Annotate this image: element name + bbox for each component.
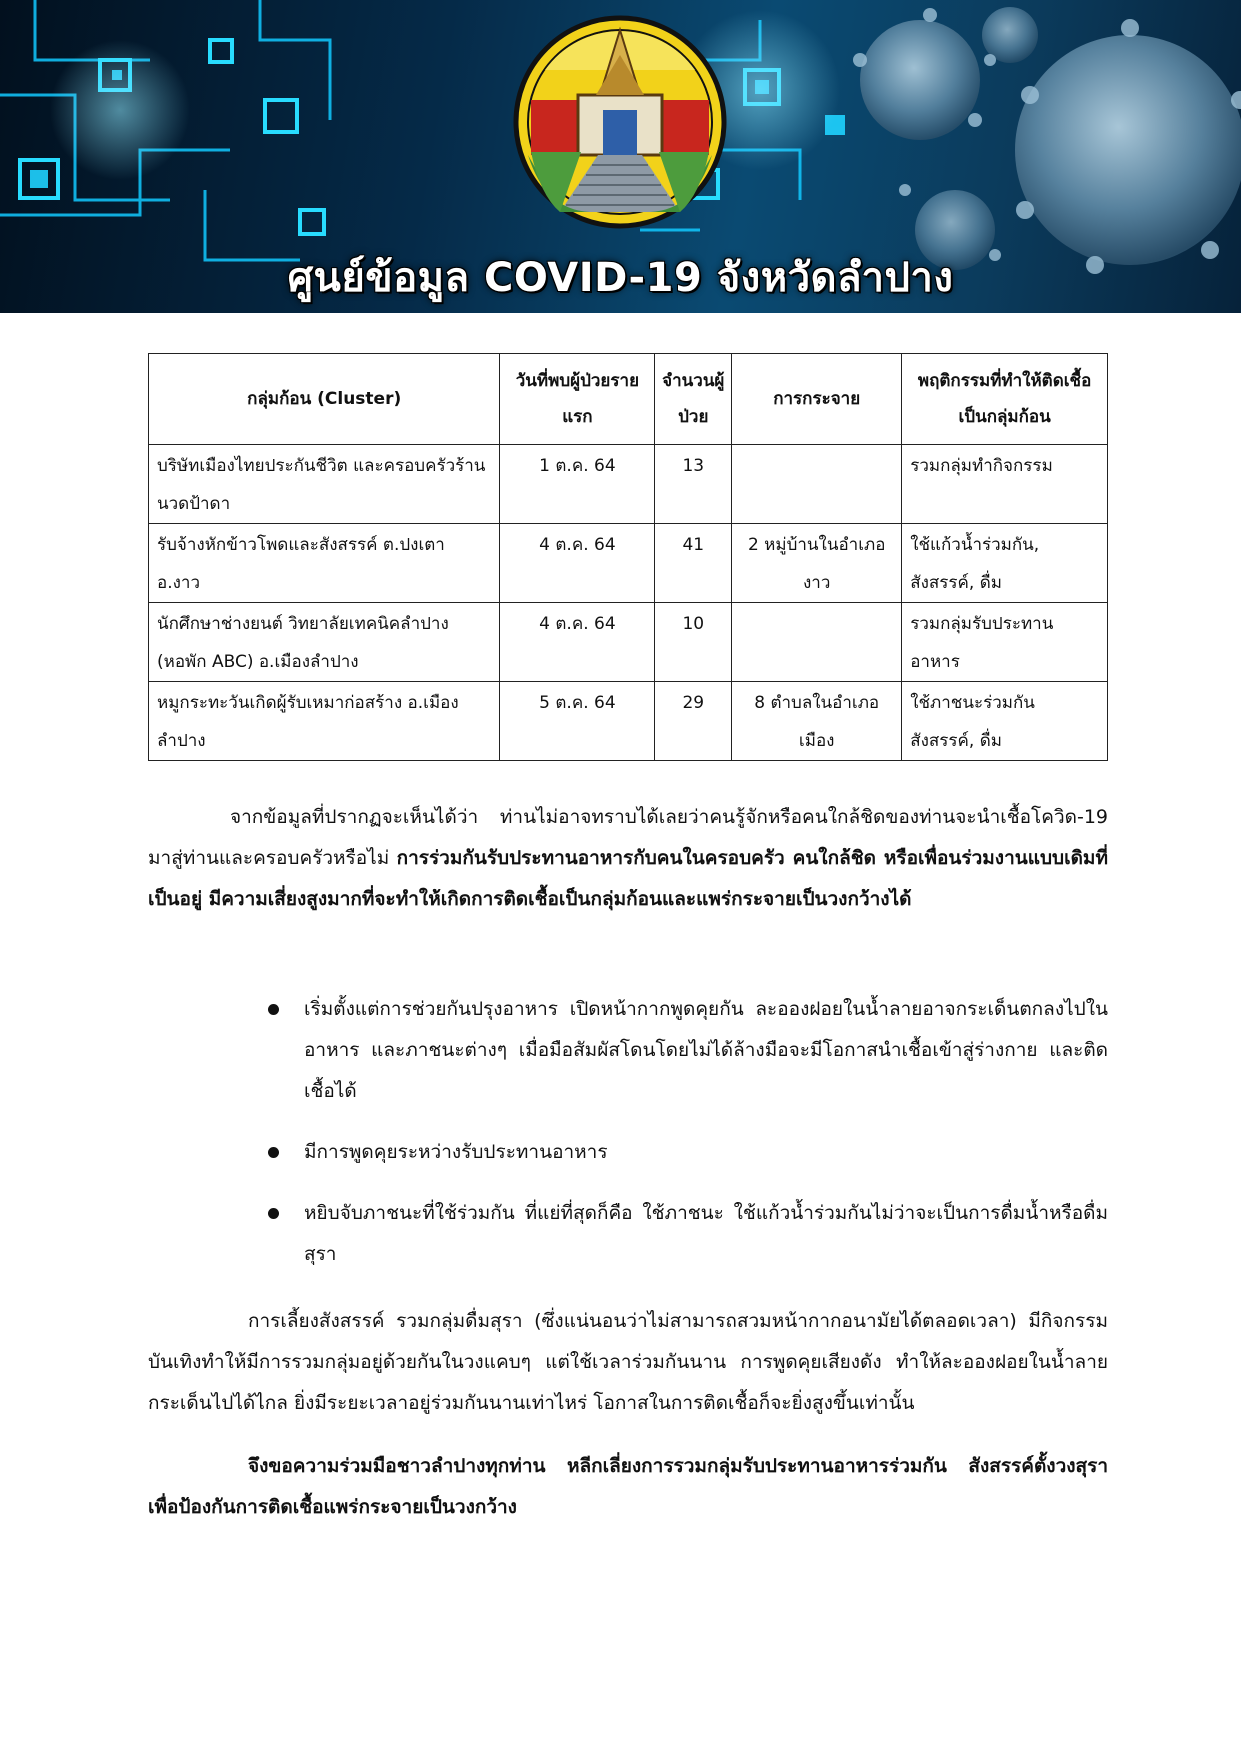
- cell-spread: [732, 445, 902, 524]
- cell-cluster: บริษัทเมืองไทยประกันชีวิต และครอบครัวร้านนวดป้าดา: [149, 445, 500, 524]
- cell-date: 4 ต.ค. 64: [500, 524, 655, 603]
- cell-behavior: ใช้ภาชนะร่วมกัน สังสรรค์, ดื่ม: [902, 682, 1108, 761]
- risk-list: [268, 989, 1108, 1295]
- cell-behavior: ใช้แก้วน้ำร่วมกัน, สังสรรค์, ดื่ม: [902, 524, 1108, 603]
- header-banner: [0, 0, 1241, 313]
- cell-count: 29: [655, 682, 732, 761]
- cell-cluster: รับจ้างหักข้าวโพดและสังสรรค์ ต.ปงเตา อ.งาว: [149, 524, 500, 603]
- cell-date: 5 ต.ค. 64: [500, 682, 655, 761]
- cell-date: 4 ต.ค. 64: [500, 603, 655, 682]
- cell-count: 10: [655, 603, 732, 682]
- bullet-icon: [268, 1004, 279, 1015]
- header-spread: การกระจาย: [732, 354, 902, 445]
- bullet-icon: [268, 1208, 279, 1219]
- list-item: เริ่มตั้งแต่การช่วยกันปรุงอาหาร เปิดหน้ากากพูดคุยกัน ละอองฝอยในน้ำลายอาจกระเด็นตกลงไปในอาหาร และภาชนะต่างๆ เมื่อมือสัมผัสโดนโดยไม่ได้ล้างมือจะมีโอกาสนำเชื้อเข้าสู่ร่างกาย และติดเชื้อได้: [268, 989, 1108, 1112]
- header-first-date: วันที่พบผู้ป่วยรายแรก: [500, 354, 655, 445]
- list-item: หยิบจับภาชนะที่ใช้ร่วมกัน ที่แย่ที่สุดก็คือ ใช้ภาชนะ ใช้แก้วน้ำร่วมกันไม่ว่าจะเป็นการดื่มน้ำหรือดื่มสุรา: [268, 1193, 1108, 1275]
- lampang-seal-logo: [516, 18, 724, 226]
- appeal-paragraph: จึงขอความร่วมมือชาวลำปางทุกท่าน หลีกเลี่ยงการรวมกลุ่มรับประทานอาหารร่วมกัน สังสรรค์ตั้งวงสุรา เพื่อป้องกันการติดเชื้อแพร่กระจายเป็นวงกว้าง: [148, 1455, 1108, 1518]
- cell-cluster: นักศึกษาช่างยนต์ วิทยาลัยเทคนิคลำปาง (หอพัก ABC) อ.เมืองลำปาง: [149, 603, 500, 682]
- cell-behavior: รวมกลุ่มรับประทานอาหาร: [902, 603, 1108, 682]
- table-header-row: [149, 354, 1108, 445]
- cell-date: 1 ต.ค. 64: [500, 445, 655, 524]
- virus-illustration: [853, 7, 1241, 274]
- banner-title: ศูนย์ข้อมูล COVID-19 จังหวัดลำปาง: [287, 255, 954, 301]
- header-patient-count: จำนวนผู้ป่วย: [655, 354, 732, 445]
- intro-text: จากข้อมูลที่ปรากฏจะเห็นได้ว่า ท่านไม่อาจทราบได้เลยว่าคนรู้จักหรือคนใกล้ชิดของท่านจะนำเชื้อโควิด-19 มาสู่ท่านและครอบครัวหรือไม่: [148, 806, 1108, 869]
- table-row: [149, 445, 1108, 524]
- table-row: [149, 524, 1108, 603]
- intro-emphasis: การร่วมกันรับประทานอาหารกับคนในครอบครัว คนใกล้ชิด หรือเพื่อนร่วมงานแบบเดิมที่เป็นอยู่ มีความเสี่ยงสูงมากที่จะทำให้เกิดการติดเชื้อเป็นกลุ่มก้อนและแพร่กระจายเป็นวงกว้างได้: [148, 847, 1108, 910]
- cell-behavior: รวมกลุ่มทำกิจกรรม: [902, 445, 1108, 524]
- bullet-icon: [268, 1147, 279, 1158]
- cell-cluster: หมูกระทะวันเกิดผู้รับเหมาก่อสร้าง อ.เมืองลำปาง: [149, 682, 500, 761]
- gathering-paragraph: การเลี้ยงสังสรรค์ รวมกลุ่มดื่มสุรา (ซึ่งแน่นอนว่าไม่สามารถสวมหน้ากากอนามัยได้ตลอดเวลา) มีกิจกรรมบันเทิงทำให้มีการรวมกลุ่มอยู่ด้วยกันในวงแคบๆ แต่ใช้เวลาร่วมกันนาน การพูดคุยเสียงดัง ทำให้ละอองฝอยในน้ำลายกระเด็นไปได้ไกล ยิ่งมีระยะเวลาอยู่ร่วมกันนานเท่าไหร่ โอกาสในการติดเชื้อก็จะยิ่งสูงขึ้นเท่านั้น: [148, 1310, 1108, 1414]
- table-row: [149, 603, 1108, 682]
- cell-spread: [732, 603, 902, 682]
- cell-count: 13: [655, 445, 732, 524]
- header-cluster: กลุ่มก้อน (Cluster): [149, 354, 500, 445]
- cell-count: 41: [655, 524, 732, 603]
- cell-spread: 2 หมู่บ้านในอำเภองาว: [732, 524, 902, 603]
- table-row: [149, 682, 1108, 761]
- intro-paragraph: [148, 797, 1108, 920]
- cell-spread: 8 ตำบลในอำเภอเมือง: [732, 682, 902, 761]
- header-behavior: พฤติกรรมที่ทำให้ติดเชื้อเป็นกลุ่มก้อน: [902, 354, 1108, 445]
- cluster-table: [148, 353, 1108, 761]
- list-item: มีการพูดคุยระหว่างรับประทานอาหาร: [268, 1132, 1108, 1173]
